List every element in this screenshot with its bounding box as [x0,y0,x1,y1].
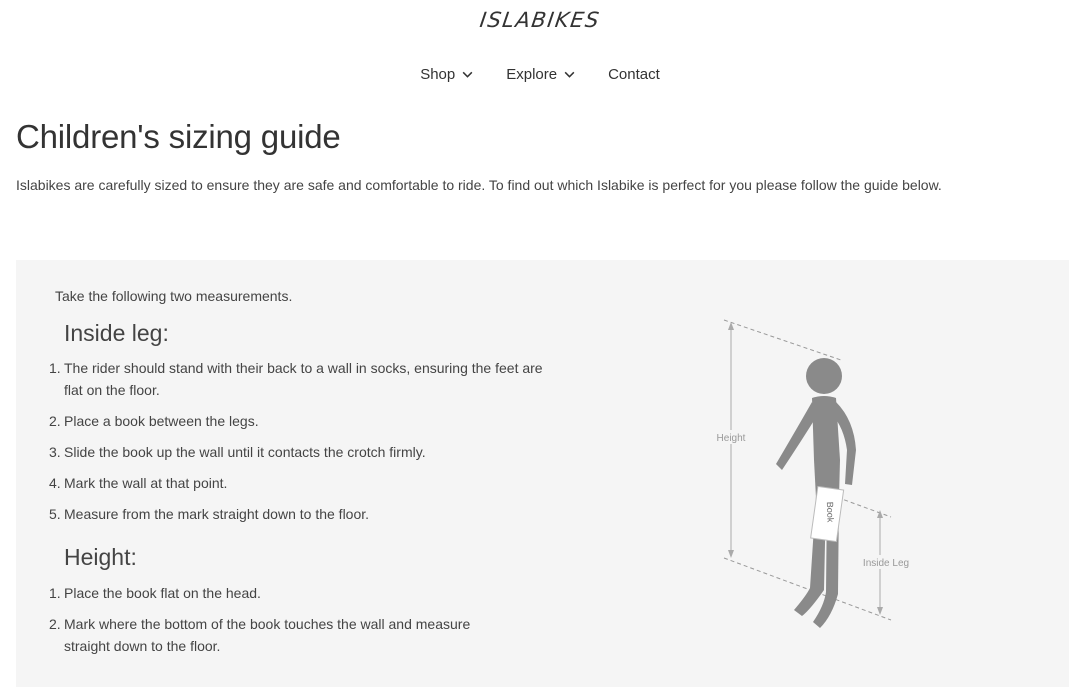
logo-text[interactable]: ISLABIKES [478,8,602,32]
list-item: 1. The rider should stand with their back to a wall in socks, ensuring the feet are flat on the floor. [49,360,543,398]
list-item: 4. Mark the wall at that point. [49,475,228,491]
child-figure-icon [776,358,856,628]
chevron-down-icon [563,68,576,81]
list-item: 2. Mark where the bottom of the book touches the wall and measure straight down to the floor. [49,616,471,654]
guide-lead: Take the following two measurements. [55,288,293,304]
page-title: Children's sizing guide [16,118,341,155]
list-item: 2. Place a book between the legs. [49,413,259,429]
inside-leg-steps [49,357,549,534]
inside-leg-label: Inside Leg [862,558,910,569]
main-nav [0,66,1080,83]
nav-item-shop[interactable] [404,66,490,83]
list-item: 5. Measure from the mark straight down to the floor. [49,506,370,522]
measurement-diagram [706,310,926,640]
nav-item-explore[interactable] [490,66,592,83]
height-heading: Height: [64,544,137,570]
nav-item-label: Explore [506,66,558,83]
height-label: Height [716,433,746,444]
book-label: Book [824,501,836,523]
height-steps [49,582,509,666]
inside-leg-heading: Inside leg: [64,320,169,346]
page-intro: Islabikes are carefully sized to ensure they are safe and comfortable to ride. To find out which Islabike is perfect for you please follow the guide below. [16,177,942,193]
nav-item-label: Shop [420,66,456,83]
nav-item-contact[interactable] [592,66,676,83]
nav-item-label: Contact [608,66,660,83]
list-item: 1. Place the book flat on the head. [49,585,261,601]
list-item: 3. Slide the book up the wall until it contacts the crotch firmly. [49,444,426,460]
chevron-down-icon [461,68,474,81]
sizing-guide-panel [16,260,1069,687]
site-logo[interactable] [0,8,1080,32]
